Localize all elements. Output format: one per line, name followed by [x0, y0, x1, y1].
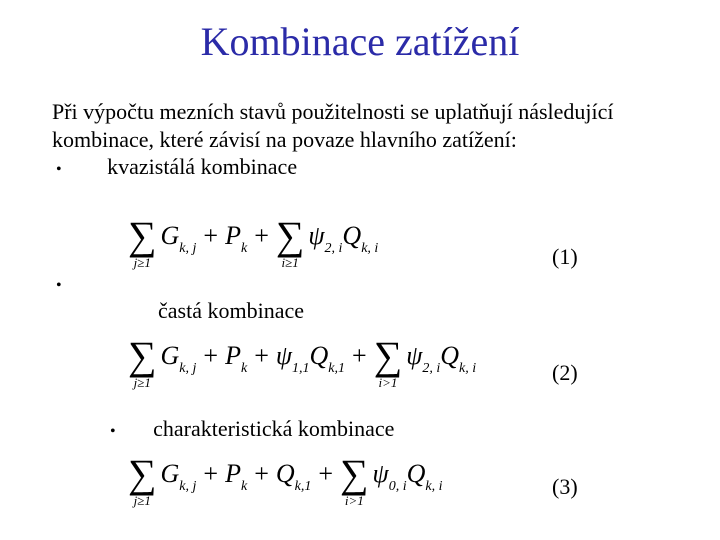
bullet-icon: • [56, 277, 62, 294]
formula-1: ∑ j≥1 $G_{k, j} + P_k$ + ∑ i≥1 $\psi_{2, i}Q_{k, i}$ [128, 213, 379, 270]
intro-text: Při výpočtu mezních stavů použitelnosti se uplatňují následující kombinace, které závisí na povaze hlavního zatížení: [52, 99, 614, 152]
sum-symbol: ∑ j≥1 [128, 213, 157, 270]
sum-symbol: ∑ j≥1 [128, 333, 157, 390]
bullet-icon: • [110, 423, 116, 440]
slide-title: Kombinace zatížení [200, 19, 520, 64]
bullet-item-quasi-permanent [56, 154, 297, 183]
sum-symbol: ∑ i≥1 [275, 213, 305, 270]
formula-3: ∑ j≥1 $G_{k, j} + P_k + Q_{k,1}$ + ∑ i>1 $\psi_{0, i}Q_{k, i}$ [128, 451, 443, 508]
bullet-item-characteristic [110, 416, 394, 445]
sum-symbol: ∑ i>1 [340, 451, 369, 508]
sum-symbol: ∑ i>1 [373, 333, 403, 390]
sum-symbol: ∑ j≥1 [128, 451, 157, 508]
bullet-icon: • [56, 161, 62, 178]
bullet-label: charakteristická kombinace [153, 416, 395, 441]
formula-2: ∑ j≥1 $G_{k, j} + P_k + \psi_{1,1}Q_{k,1}$ + ∑ i>1 $\psi_{2, i}Q_{k, i}$ [128, 333, 477, 390]
equation-number-1: (1) [552, 244, 578, 269]
equation-number-2: (2) [552, 360, 578, 385]
bullet-label-frequent: častá kombinace [158, 298, 304, 323]
bullet-label: kvazistálá kombinace [107, 154, 298, 179]
equation-number-3: (3) [552, 474, 578, 499]
